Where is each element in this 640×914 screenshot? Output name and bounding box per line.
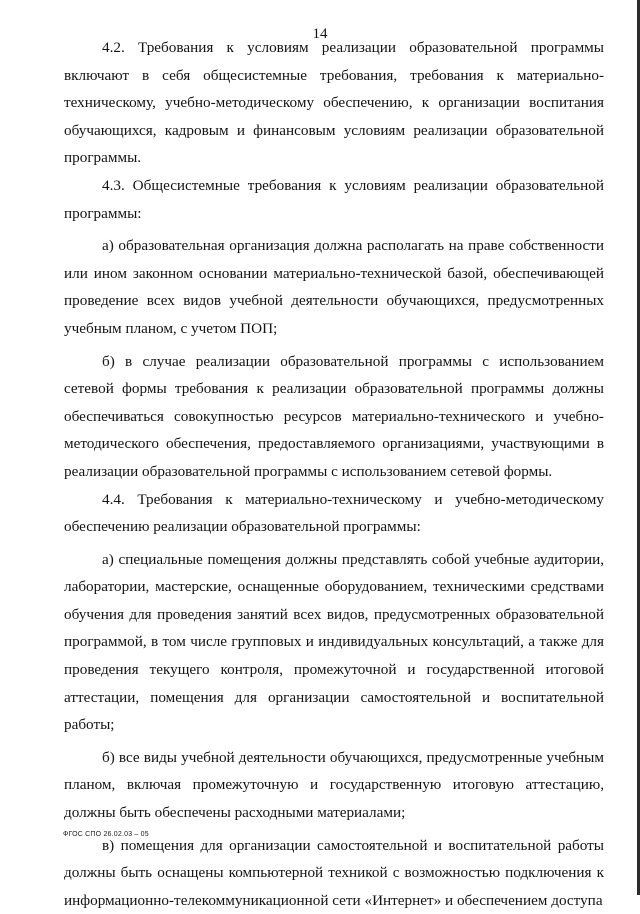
paragraph-4-4-b: б) все виды учебной деятельности обучающихся, предусмотренные учебным планом, включая промежуточную и государственную итоговую аттестацию, должны быть обеспечены расходными материалами;: [64, 748, 604, 822]
paragraph-4-4: 4.4. Требования к материально-техническому и учебно-методическому обеспечению реализации образовательной программы:: [64, 490, 604, 536]
page-number: 14: [312, 26, 328, 42]
paragraph-4-3-a: а) образовательная организация должна располагать на праве собственности или ином законном основании материально-технической базой, обеспечивающей проведение всех видов учебной деятельности обучающихся, предусмотренных учебным планом, с учетом ПОП;: [64, 237, 604, 337]
document-footer-code: ФГОС СПО 26.02.03 – 05: [63, 831, 149, 838]
paragraph-4-3-b: б) в случае реализации образовательной программы с использованием сетевой формы требования к реализации образовательной программы должны обеспечиваться совокупностью ресурсов материально-технического и учебно-методического обеспечения, предоставляемого организациями, участвующими в реализации образовательной программы с использованием сетевой формы.: [64, 352, 604, 480]
paragraph-4-4-c: в) помещения для организации самостоятельной и воспитательной работы должны быть оснащены компьютерной техникой с возможностью подключения к информационно-телекоммуникационной сети «Интернет» и обеспечением доступа: [64, 836, 604, 909]
paragraph-4-4-a: а) специальные помещения должны представлять собой учебные аудитории, лаборатории, мастерские, оснащенные оборудованием, техническими средствами обучения для проведения занятий всех видов, предусмотренных образовательной программой, в том числе групповых и индивидуальных консультаций, а также для проведения текущего контроля, промежуточной и государственной итоговой аттестации, помещения для организации самостоятельной и воспитательной работы;: [64, 550, 604, 734]
paragraph-4-2: 4.2. Требования к условиям реализации образовательной программы включают в себя общесистемные требования, требования к материально-техническому, учебно-методическому обеспечению, к организации воспитания обучающихся, кадровым и финансовым условиям реализации образовательной программы.: [64, 39, 604, 167]
body-text: [64, 34, 604, 914]
paragraph-4-3: 4.3. Общесистемные требования к условиям реализации образовательной программы:: [64, 176, 604, 222]
